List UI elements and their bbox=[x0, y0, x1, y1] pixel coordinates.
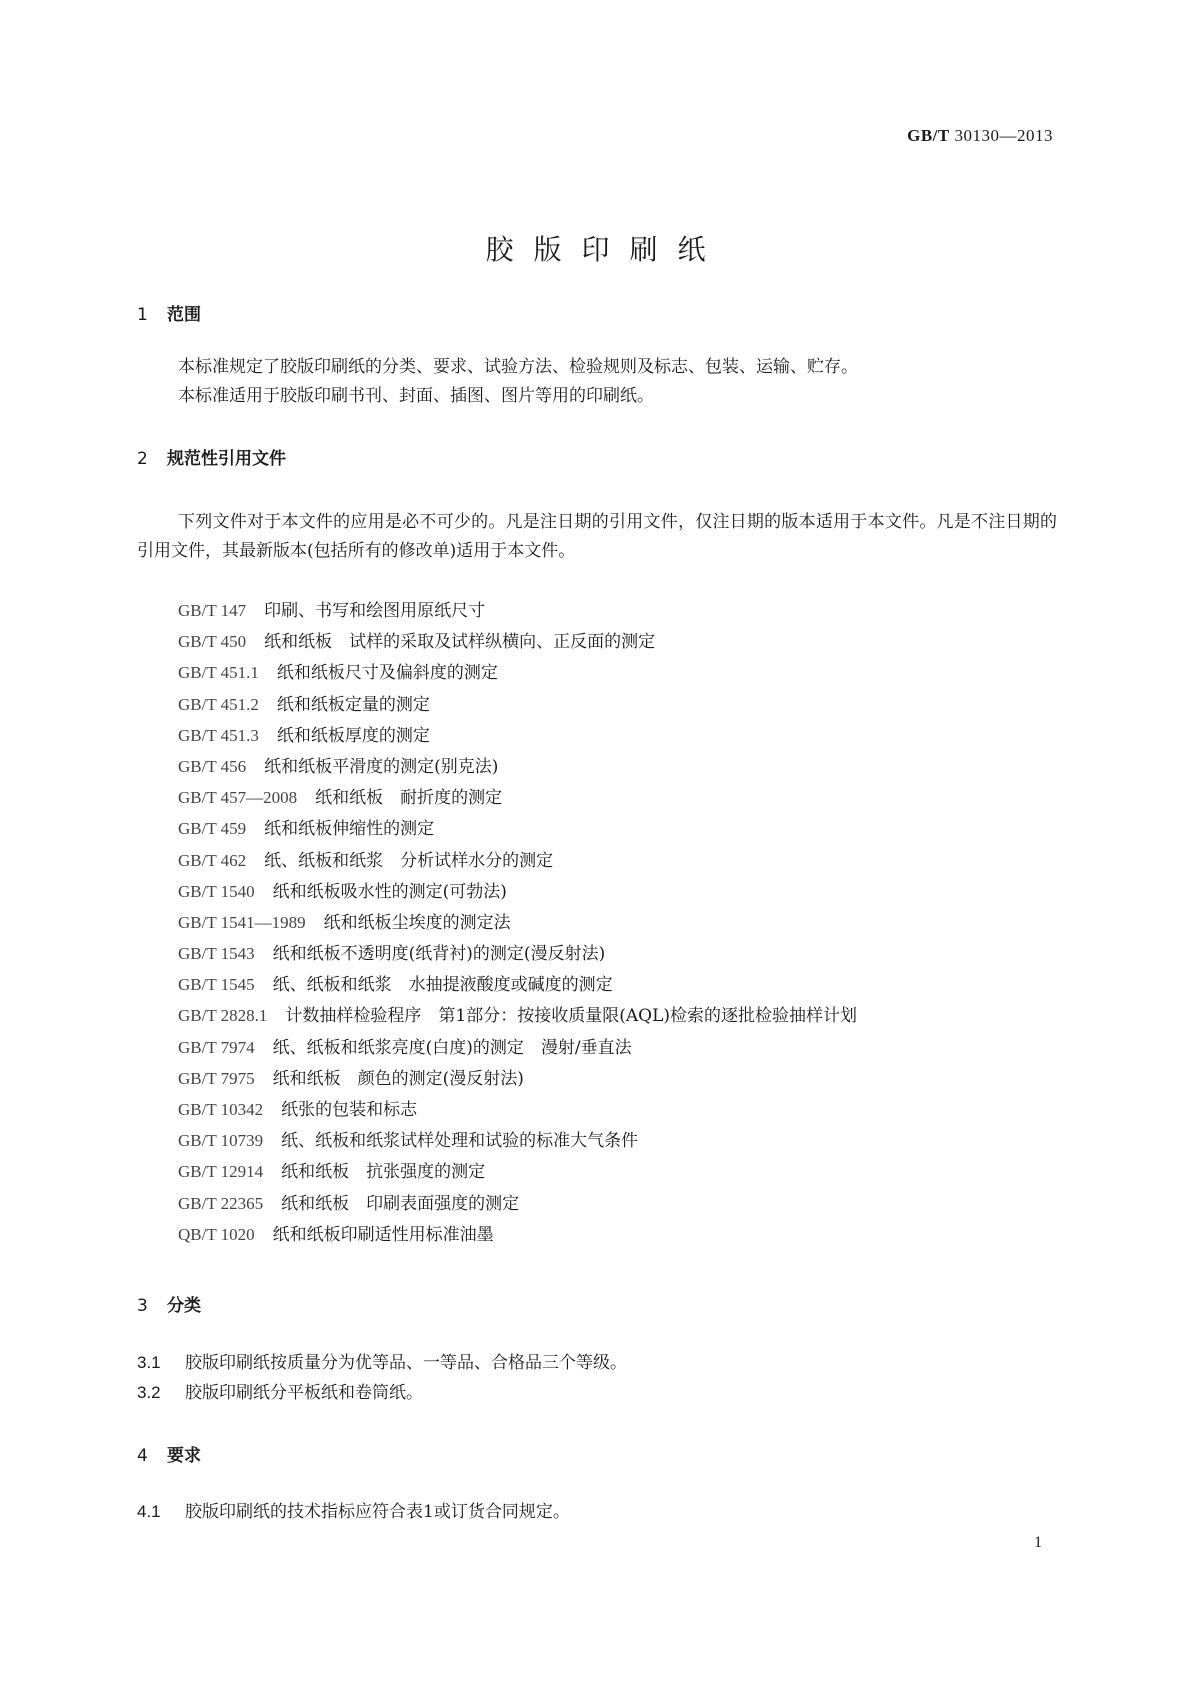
clause-text: 胶版印刷纸分平板纸和卷筒纸。 bbox=[185, 1383, 423, 1403]
reference-code: GB/T 1541—1989 bbox=[178, 912, 306, 932]
reference-title: 纸和纸板 试样的采取及试样纵横向、正反面的测定 bbox=[264, 632, 656, 653]
reference-title: 纸和纸板 耐折度的测定 bbox=[315, 788, 503, 809]
reference-item bbox=[178, 751, 857, 782]
reference-item bbox=[178, 1000, 857, 1031]
reference-title: 纸和纸板 颜色的测定(漫反射法) bbox=[272, 1068, 524, 1089]
reference-title: 纸和纸板尺寸及偏斜度的测定 bbox=[276, 663, 498, 684]
reference-item bbox=[178, 657, 857, 688]
reference-title: 纸和纸板平滑度的测定(别克法) bbox=[264, 756, 499, 777]
reference-title: 计数抽样检验程序 第1部分：按接收质量限(AQL)检索的逐批检验抽样计划 bbox=[285, 1006, 858, 1027]
reference-item bbox=[178, 969, 857, 1000]
standard-number bbox=[907, 126, 1053, 146]
standard-prefix: GB/T bbox=[907, 126, 950, 145]
section-title: 规范性引用文件 bbox=[167, 449, 286, 469]
reference-code: GB/T 451.2 bbox=[178, 694, 259, 714]
clause-number: 4.1 bbox=[137, 1502, 161, 1521]
reference-title: 纸和纸板定量的测定 bbox=[276, 694, 430, 715]
reference-code: GB/T 459 bbox=[178, 819, 247, 839]
reference-item bbox=[178, 595, 857, 626]
reference-title: 纸和纸板尘埃度的测定法 bbox=[323, 912, 511, 933]
reference-title: 纸和纸板吸水性的测定(可勃法) bbox=[272, 881, 507, 902]
reference-code: GB/T 10342 bbox=[178, 1100, 264, 1119]
section-number: 1 bbox=[137, 305, 148, 325]
page-number: 1 bbox=[1034, 1534, 1042, 1551]
scope-paragraph-1: 本标准规定了胶版印刷纸的分类、要求、试验方法、检验规则及标志、包装、运输、贮存。 bbox=[178, 357, 858, 377]
reference-title: 纸和纸板 抗张强度的测定 bbox=[281, 1162, 486, 1183]
reference-title: 纸、纸板和纸浆试样处理和试验的标准大气条件 bbox=[281, 1131, 639, 1152]
reference-code: GB/T 451.3 bbox=[178, 725, 259, 745]
clause-4-1 bbox=[137, 1497, 570, 1527]
reference-item bbox=[178, 689, 857, 720]
reference-item bbox=[178, 907, 857, 938]
reference-item bbox=[178, 813, 857, 844]
reference-code: GB/T 457—2008 bbox=[178, 788, 298, 808]
section-2-heading bbox=[137, 444, 286, 469]
reference-title: 纸和纸板不透明度(纸背衬)的测定(漫反射法) bbox=[272, 944, 606, 965]
clause-number: 3.2 bbox=[137, 1383, 161, 1402]
clause-text: 胶版印刷纸的技术指标应符合表1或订货合同规定。 bbox=[185, 1502, 570, 1522]
section-number: 3 bbox=[137, 1296, 148, 1316]
clause-number: 3.1 bbox=[137, 1353, 161, 1372]
reference-item bbox=[178, 1156, 857, 1187]
reference-title: 纸和纸板 印刷表面强度的测定 bbox=[281, 1193, 520, 1214]
reference-item bbox=[178, 876, 857, 907]
section-title: 分类 bbox=[167, 1296, 201, 1316]
reference-title: 纸和纸板伸缩性的测定 bbox=[264, 819, 435, 840]
section-number: 2 bbox=[137, 449, 148, 469]
reference-item bbox=[178, 1125, 857, 1156]
reference-title: 纸、纸板和纸浆亮度(白度)的测定 漫射/垂直法 bbox=[272, 1037, 632, 1058]
references-intro: 下列文件对于本文件的应用是必不可少的。凡是注日期的引用文件，仅注日期的版本适用于本文件。凡是不注日期的引用文件，其最新版本(包括所有的修改单)适用于本文件。 bbox=[137, 512, 1057, 561]
reference-code: GB/T 12914 bbox=[178, 1162, 264, 1182]
reference-item bbox=[178, 720, 857, 751]
reference-code: GB/T 147 bbox=[178, 601, 247, 620]
scope-paragraph-2: 本标准适用于胶版印刷书刊、封面、插图、图片等用的印刷纸。 bbox=[178, 386, 654, 406]
reference-item bbox=[178, 1219, 857, 1250]
reference-list bbox=[178, 595, 857, 1250]
reference-item bbox=[178, 1094, 857, 1125]
reference-code: GB/T 450 bbox=[178, 632, 247, 652]
reference-code: GB/T 462 bbox=[178, 850, 247, 870]
reference-code: GB/T 456 bbox=[178, 756, 247, 776]
reference-item bbox=[178, 1063, 857, 1094]
reference-title: 纸张的包装和标志 bbox=[281, 1100, 418, 1120]
clause-3-1 bbox=[137, 1348, 627, 1378]
reference-title: 印刷、书写和绘图用原纸尺寸 bbox=[264, 601, 486, 621]
reference-code: GB/T 2828.1 bbox=[178, 1006, 268, 1026]
reference-code: GB/T 7975 bbox=[178, 1068, 255, 1088]
reference-code: GB/T 451.1 bbox=[178, 663, 259, 683]
section-3-heading bbox=[137, 1291, 201, 1316]
reference-code: GB/T 22365 bbox=[178, 1193, 264, 1213]
reference-item bbox=[178, 938, 857, 969]
reference-item bbox=[178, 845, 857, 876]
reference-item bbox=[178, 1188, 857, 1219]
reference-title: 纸、纸板和纸浆 分析试样水分的测定 bbox=[264, 850, 554, 871]
section-number: 4 bbox=[137, 1446, 148, 1466]
reference-item bbox=[178, 626, 857, 657]
reference-item bbox=[178, 782, 857, 813]
reference-title: 纸、纸板和纸浆 水抽提液酸度或碱度的测定 bbox=[272, 975, 613, 996]
reference-title: 纸和纸板印刷适性用标准油墨 bbox=[272, 1224, 494, 1245]
reference-code: GB/T 1540 bbox=[178, 881, 255, 901]
clause-text: 胶版印刷纸按质量分为优等品、一等品、合格品三个等级。 bbox=[185, 1353, 627, 1373]
reference-code: GB/T 1543 bbox=[178, 944, 255, 964]
reference-code: GB/T 1545 bbox=[178, 975, 255, 995]
section-1-heading bbox=[137, 300, 201, 325]
section-title: 要求 bbox=[167, 1446, 201, 1466]
reference-item bbox=[178, 1032, 857, 1063]
standard-code: 30130—2013 bbox=[954, 126, 1053, 145]
section-4-heading bbox=[137, 1441, 201, 1466]
document-title: 胶版印刷纸 bbox=[485, 233, 726, 266]
reference-code: GB/T 10739 bbox=[178, 1131, 264, 1151]
reference-title: 纸和纸板厚度的测定 bbox=[276, 725, 430, 746]
reference-code: GB/T 7974 bbox=[178, 1037, 255, 1057]
section-title: 范围 bbox=[167, 305, 201, 325]
clause-3-2 bbox=[137, 1378, 423, 1408]
reference-code: QB/T 1020 bbox=[178, 1224, 255, 1244]
